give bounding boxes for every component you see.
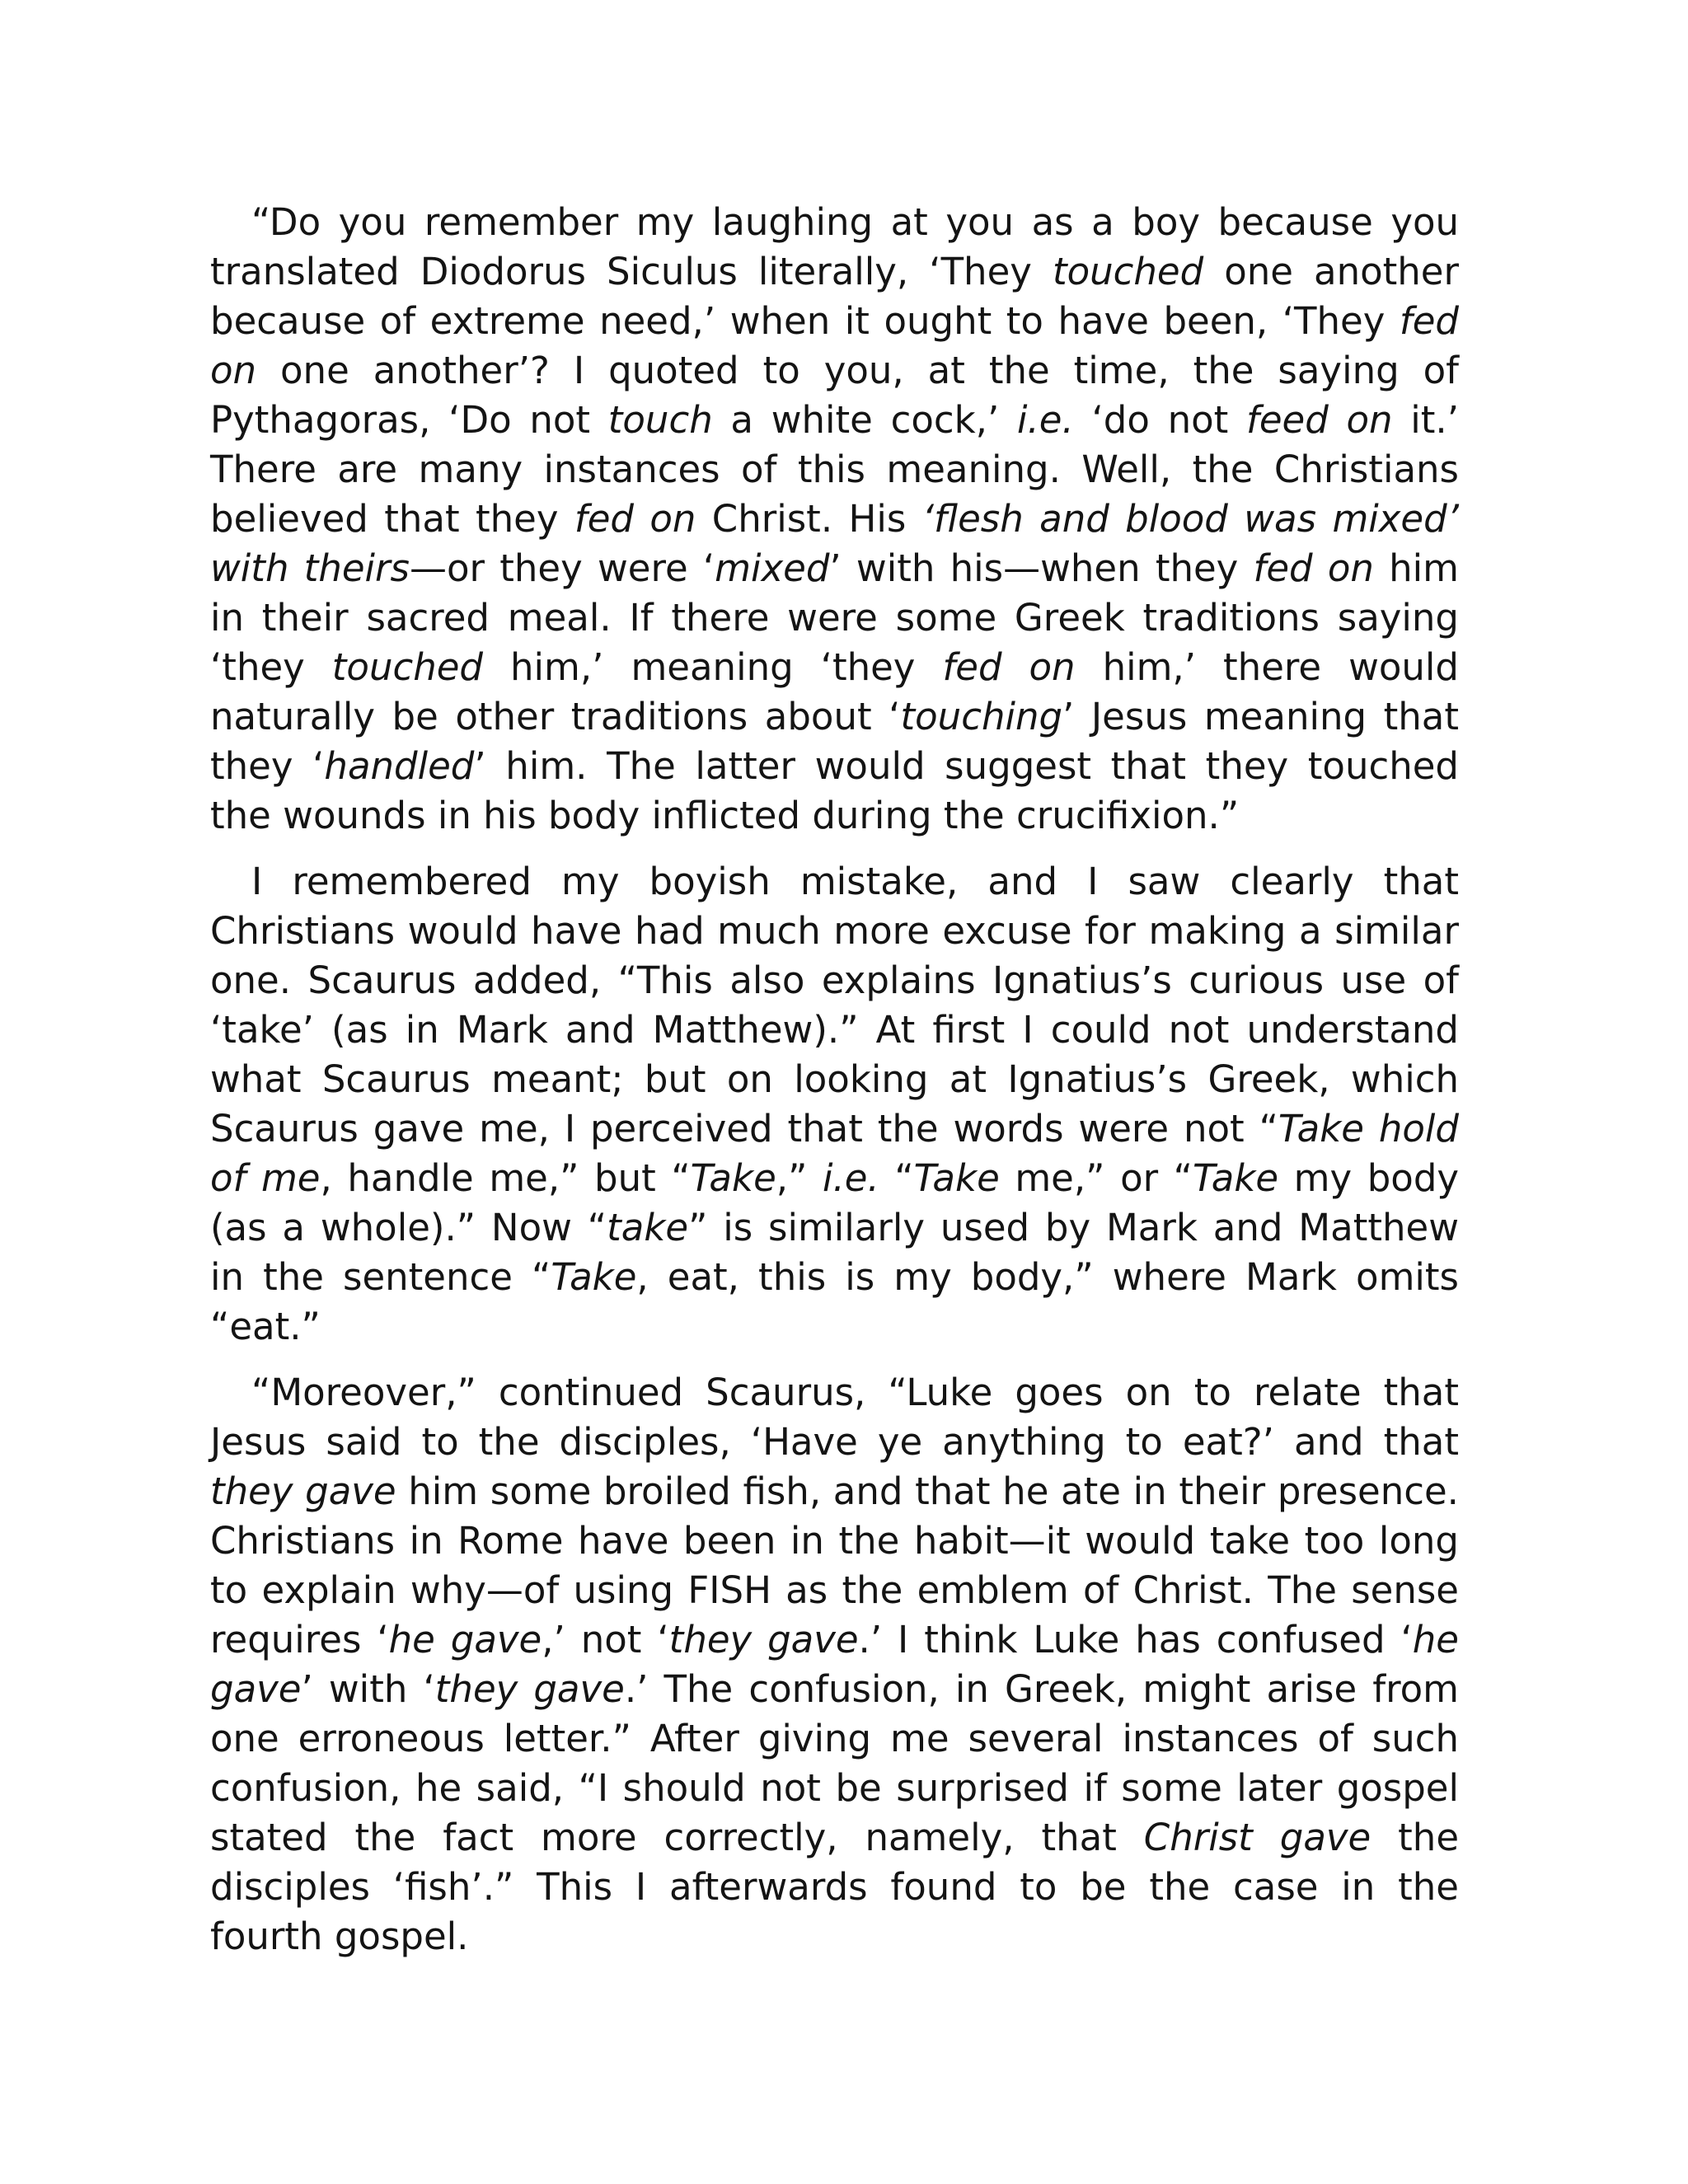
italic-text-run: i.e.: [822, 1156, 879, 1200]
italic-text-run: feed on: [1246, 398, 1393, 442]
italic-text-run: take: [607, 1206, 689, 1249]
text-run: ,’ not ‘: [542, 1618, 669, 1661]
italic-text-run: Take: [1193, 1156, 1279, 1200]
italic-text-run: mixed: [715, 546, 830, 590]
text-run: him,’ meaning ‘they: [483, 645, 943, 689]
italic-text-run: Christ gave: [1143, 1816, 1372, 1859]
text-run: ’ with his—when they: [829, 546, 1254, 590]
text-run: I remembered my boyish mistake, and I saw clearly that Christians would have had much more excuse for making a similar one. Scaurus added, “This also explains Ignatius’s curious use of ‘take’ (as in Mark and Matthew).” At first I could not understand what Scaurus meant; but on looking at Ignatius’s Greek, which Scaurus gave me, I perceived that the words were not “: [210, 860, 1459, 1151]
text-run: Christ. His: [696, 497, 922, 541]
text-run: “Moreover,” continued Scaurus, “Luke goes on to relate that Jesus said to the disciples, ‘Have ye anything to eat?’ and that: [210, 1371, 1459, 1464]
text-run: the disciples ‘fish’.” This I afterwards found to be the case in the fourth gospel.: [210, 1816, 1460, 1958]
italic-text-run: fed on: [574, 497, 696, 541]
italic-text-run: Take: [551, 1255, 637, 1299]
text-run: ‘do not: [1073, 398, 1246, 442]
text-run: .’ The confusion, in Greek, might arise from one erroneous letter.” After giving me several instances of such confusion, he said, “I should not be surprised if some later gospel stated the fact more correctly, namely, that: [210, 1667, 1459, 1859]
italic-text-run: fed on: [942, 645, 1076, 689]
text-run: him some broiled fish, and that he ate in their presence. Christians in Rome have been in the habit—it would take too long to explain why—of using FISH as the emblem of Christ. The sense requires ‘: [210, 1469, 1459, 1661]
text-run: one another because of extreme need,’ when it ought to have been, ‘They: [210, 250, 1459, 343]
text-run: .’ I think Luke has confused ‘: [858, 1618, 1413, 1661]
text-run: , handle me,” but “: [320, 1156, 691, 1200]
text-run: “Do you remember my laughing at you as a boy because you translated Diodorus Siculus literally, ‘They: [210, 200, 1459, 293]
italic-text-run: Take: [690, 1156, 776, 1200]
paragraph-1: [210, 198, 1459, 841]
italic-text-run: ‘flesh and blood was mixed’ with theirs: [210, 497, 1459, 590]
italic-text-run: he gave: [210, 1618, 1459, 1711]
italic-text-run: they gave: [434, 1667, 625, 1711]
italic-text-run: Take: [913, 1156, 1000, 1200]
text-run: my body (as a whole).” Now “: [210, 1156, 1460, 1249]
text-run: him in their sacred meal. If there were some Greek traditions saying ‘they: [210, 546, 1459, 689]
italic-text-run: they gave: [210, 1469, 396, 1513]
text-run: ’ him. The latter would suggest that they touched the wounds in his body inflicted during the crucifixion.”: [210, 744, 1459, 837]
text-run: it.’ There are many instances of this meaning. Well, the Christians believed that they: [210, 398, 1460, 541]
text-run: ,”: [776, 1156, 823, 1200]
text-run: ’ Jesus meaning that they ‘: [210, 695, 1459, 788]
italic-text-run: they gave: [668, 1618, 859, 1661]
italic-text-run: touched: [1052, 250, 1204, 293]
italic-text-run: fed on: [210, 299, 1459, 392]
paragraph-2: [210, 857, 1459, 1352]
text-run: , eat, this is my body,” where Mark omits “eat.”: [210, 1255, 1459, 1348]
text-run: him,’ there would naturally be other traditions about ‘: [210, 645, 1459, 738]
body-text: [210, 198, 1459, 1978]
paragraph-3: [210, 1368, 1459, 1961]
italic-text-run: fed on: [1253, 546, 1374, 590]
text-run: me,” or “: [999, 1156, 1193, 1200]
text-run: “: [879, 1156, 914, 1200]
text-run: —or they were ‘: [410, 546, 715, 590]
italic-text-run: handled: [324, 744, 475, 788]
text-run: ’ with ‘: [301, 1667, 435, 1711]
italic-text-run: Take hold of me: [210, 1107, 1459, 1200]
italic-text-run: touch: [607, 398, 713, 442]
italic-text-run: i.e.: [1016, 398, 1074, 442]
italic-text-run: touched: [331, 645, 483, 689]
italic-text-run: he gave: [388, 1618, 542, 1661]
text-run: a white cock,’: [712, 398, 1017, 442]
text-run: one another’? I quoted to you, at the time, the saying of Pythagoras, ‘Do not: [210, 349, 1459, 442]
text-run: ” is similarly used by Mark and Matthew in the sentence “: [210, 1206, 1460, 1299]
italic-text-run: touching: [900, 695, 1063, 738]
